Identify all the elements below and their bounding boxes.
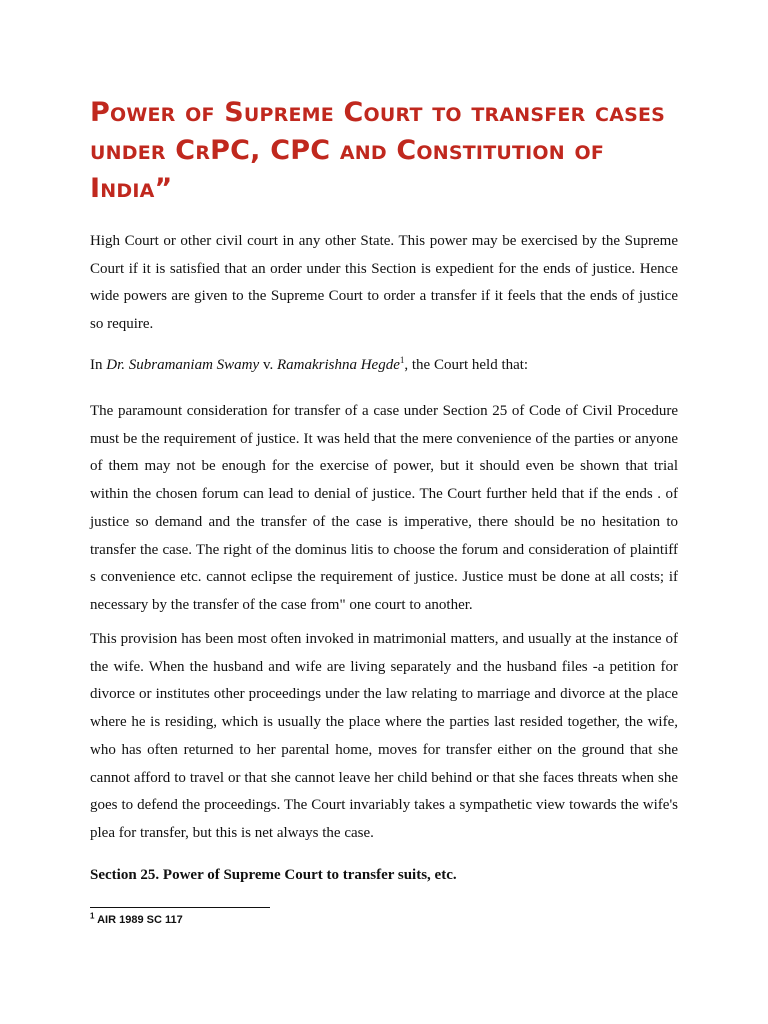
paragraph-1: High Court or other civil court in any other State. This power may be exercised by the Supreme Court if it is satisfied that an order under this Section is expedient for the ends of justice. Hence wide powers are given to the Supreme Court to order a transfer if it feels that the ends of justice so require. bbox=[90, 233, 678, 333]
title-line-2: under CrPC, CPC and Constitution of India” bbox=[90, 135, 604, 204]
title-line-1: Power of Supreme Court to transfer cases bbox=[90, 97, 666, 128]
footnote bbox=[90, 911, 183, 926]
party-name-1: Dr. Subramaniam Swamy bbox=[106, 357, 260, 373]
footnote-reference[interactable]: 1 bbox=[399, 355, 405, 365]
paragraph-4: This provision has been most often invoked in matrimonial matters, and usually at the instance of the wife. When the husband and wife are living separately and the husband files -a petition for divorce or institutes other proceedings under the law relating to marriage and divorce at the place where he is residing, which is usually the place where the parties last resided together, the wife, who has often returned to her parental home, moves for transfer either on the ground that she cannot afford to travel or that she cannot leave her child behind or that she faces threats when she goes to defend the proceedings. The Court invariably takes a sympathetic view towards the wife's plea for transfer, but this is net always the case. bbox=[90, 631, 678, 841]
section-heading: Section 25. Power of Supreme Court to transfer suits, etc. bbox=[90, 867, 457, 883]
footnote-text: AIR 1989 SC 117 bbox=[94, 914, 183, 926]
citation-suffix: , the Court held that: bbox=[404, 357, 529, 373]
versus-text: v. bbox=[259, 357, 277, 373]
page-title bbox=[90, 94, 690, 208]
party-name-2: Ramakrishna Hegde bbox=[276, 357, 400, 373]
citation-prefix: In bbox=[90, 357, 107, 373]
paragraph-3: The paramount consideration for transfer of a case under Section 25 of Code of Civil Procedure must be the requirement of justice. It was held that the mere convenience of the parties or anyone of them may not be enough for the exercise of power, but it should even be shown that trial within the chosen forum can lead to denial of justice. The Court further held that if the ends . of justice so demand and the transfer of the case is imperative, there should be no hesitation to transfer the case. The right of the dominus litis to choose the forum and consideration of plaintiff s convenience etc. cannot eclipse the requirement of justice. Justice must be done at all costs; if necessary by the transfer of the case from" one court to another. bbox=[90, 403, 678, 613]
footnote-number: 1 bbox=[90, 911, 95, 921]
footnote-divider bbox=[90, 907, 270, 908]
paragraph-case-citation bbox=[90, 352, 678, 380]
